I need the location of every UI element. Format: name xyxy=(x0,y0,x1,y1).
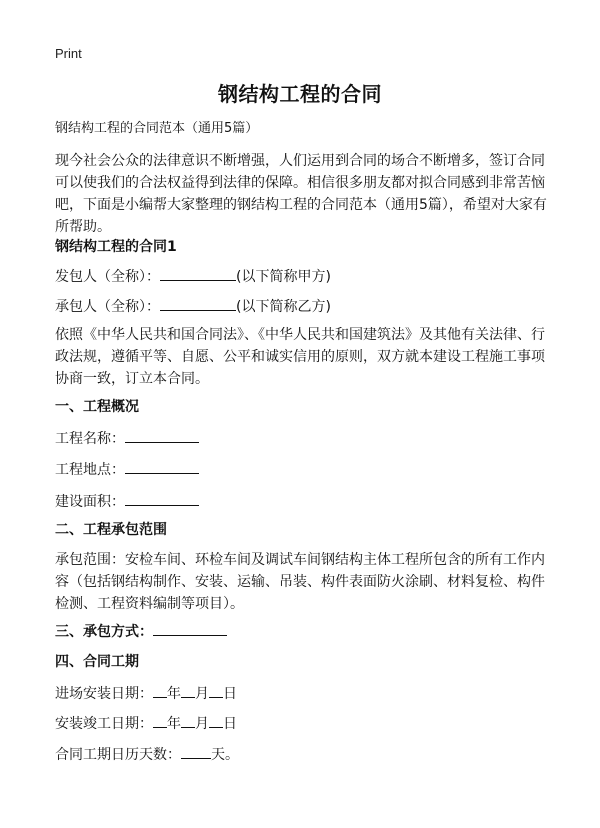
duration-blank xyxy=(181,743,211,759)
party-b-label: 承包人（全称）： xyxy=(55,299,160,315)
construction-area-label: 建设面积： xyxy=(55,494,125,510)
start-date-label: 进场安装日期： xyxy=(55,686,153,702)
year-unit: 年 xyxy=(167,716,181,732)
construction-area-line xyxy=(55,490,555,513)
party-a-line xyxy=(55,265,555,288)
section3-line xyxy=(55,620,555,643)
section2-heading: 二、工程承包范围 xyxy=(55,522,167,538)
project-name-blank xyxy=(125,427,199,443)
intro-paragraph: 现今社会公众的法律意识不断增强，人们运用到合同的场合不断增多，签订合同可以使我们的合法权益得到法律的保障。相信很多朋友都对拟合同感到非常苦恼吧，下面是小编帮大家整理的钢结构工程的合同范本（通用5篇），希望对大家有所帮助。 xyxy=(55,153,547,235)
day-unit: 日 xyxy=(223,716,237,732)
start-month-blank xyxy=(181,682,195,698)
document-title: 钢结构工程的合同 xyxy=(218,82,382,106)
end-day-blank xyxy=(209,712,223,728)
project-name-line xyxy=(55,427,555,450)
duration-suffix: 天。 xyxy=(211,747,239,763)
day-unit: 日 xyxy=(223,686,237,702)
basis-paragraph: 依照《中华人民共和国合同法》、《中华人民共和国建筑法》及其他有关法律、行政法规，遵循平等、自愿、公平和诚实信用的原则，双方就本建设工程施工事项协商一致，订立本合同。 xyxy=(55,327,545,387)
start-date-line xyxy=(55,682,555,705)
duration-label: 合同工期日历天数： xyxy=(55,747,181,763)
contract-heading: 钢结构工程的合同1 xyxy=(55,239,177,255)
scope-paragraph: 承包范围：安检车间、环检车间及调试车间钢结构主体工程所包含的所有工作内容（包括钢结构制作、安装、运输、吊装、构件表面防火涂刷、材料复检、构件检测、工程资料编制等项目）。 xyxy=(55,552,545,612)
end-date-label: 安装竣工日期： xyxy=(55,716,153,732)
start-day-blank xyxy=(209,682,223,698)
party-b-blank xyxy=(160,295,236,311)
month-unit: 月 xyxy=(195,716,209,732)
end-month-blank xyxy=(181,712,195,728)
construction-area-blank xyxy=(125,490,199,506)
section3-heading: 三、承包方式： xyxy=(55,624,153,640)
contract-method-blank xyxy=(153,620,227,636)
party-a-label: 发包人（全称）： xyxy=(55,269,160,285)
end-year-blank xyxy=(153,712,167,728)
duration-line xyxy=(55,743,555,766)
party-a-blank xyxy=(160,265,236,281)
end-date-line xyxy=(55,712,555,735)
print-link[interactable]: Print xyxy=(55,46,82,61)
party-a-suffix: (以下简称甲方) xyxy=(236,269,331,285)
party-b-suffix: (以下简称乙方) xyxy=(236,299,331,315)
party-b-line xyxy=(55,295,555,318)
section4-heading: 四、合同工期 xyxy=(55,654,139,670)
month-unit: 月 xyxy=(195,686,209,702)
section1-heading: 一、工程概况 xyxy=(55,399,139,415)
document-subtitle: 钢结构工程的合同范本（通用5篇） xyxy=(55,121,259,136)
project-location-blank xyxy=(125,458,199,474)
start-year-blank xyxy=(153,682,167,698)
project-location-label: 工程地点： xyxy=(55,462,125,478)
project-location-line xyxy=(55,458,555,481)
project-name-label: 工程名称： xyxy=(55,431,125,447)
year-unit: 年 xyxy=(167,686,181,702)
